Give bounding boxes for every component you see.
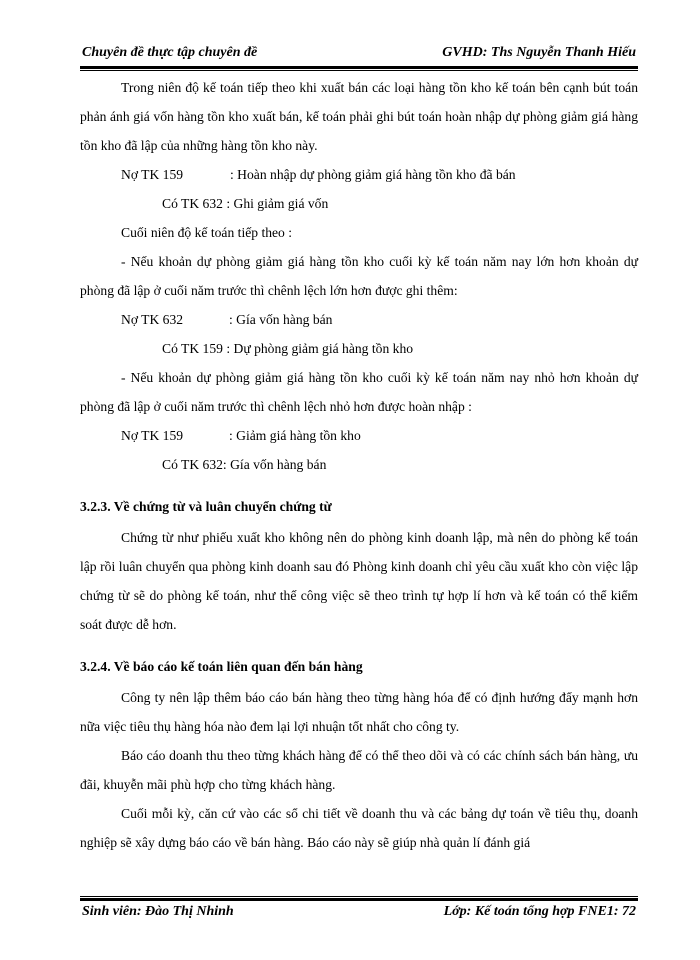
- page-header: [82, 42, 636, 64]
- header-supervisor: GVHD: Ths Nguyễn Thanh Hiếu: [442, 45, 636, 60]
- paragraph-documents: Chứng từ như phiếu xuất kho không nên do phòng kinh doanh lập, mà nên do phòng kế toán lập rồi luân chuyển qua phòng kinh doanh sau đó Phòng kinh doanh chỉ yêu cầu xuất kho còn việc lập chứng từ sẽ do phòng kế toán, như thế công việc sẽ theo trình tự hợp lí hơn và kế toán có thể kiểm soát được dễ hơn.: [80, 530, 638, 632]
- paragraph-case-greater: - Nếu khoản dự phòng giảm giá hàng tồn kho cuối kỳ kế toán năm nay lớn hơn khoản dự phòng đã lập ở cuối năm trước thì chênh lệch lớn hơn được ghi thêm:: [80, 254, 638, 298]
- section-heading-documents: 3.2.3. Về chứng từ và luân chuyển chứng từ: [80, 499, 332, 514]
- entry3-debit-account: Nợ TK 159: [121, 428, 184, 443]
- section-heading-sales-reports: 3.2.4. Về báo cáo kế toán liên quan đến bán hàng: [80, 659, 363, 674]
- entry2-credit-line: [80, 334, 638, 363]
- paragraph-revenue-report: Báo cáo doanh thu theo từng khách hàng để có thể theo dõi và có các chính sách bán hàng, ưu đãi, khuyễn mãi phù hợp cho từng khách hàng.: [80, 748, 638, 792]
- footer-rule: [80, 896, 638, 902]
- page-footer: [82, 904, 636, 926]
- entry2-debit-line: [80, 305, 638, 334]
- entry1-credit-line: [80, 189, 638, 218]
- header-rule: [80, 66, 638, 72]
- entry1-credit: Có TK 632 : Ghi giảm giá vốn: [162, 196, 329, 211]
- footer-student: Sinh viên: Đào Thị Nhinh: [82, 904, 234, 919]
- entry2-debit-account: Nợ TK 632: [121, 312, 184, 327]
- entry1-debit-account: Nợ TK 159: [121, 167, 184, 182]
- page-body: [80, 73, 638, 857]
- entry3-credit-line: [80, 450, 638, 479]
- paragraph-case-smaller: - Nếu khoản dự phòng giảm giá hàng tồn kho cuối kỳ kế toán năm nay nhỏ hơn khoản dự phòng đã lập ở cuối năm trước thì chênh lệch nhỏ hơn được hoàn nhập :: [80, 370, 638, 414]
- paragraph-reversal-intro: Trong niên độ kế toán tiếp theo khi xuất bán các loại hàng tồn kho kế toán bên cạnh bút toán phản ánh giá vốn hàng tồn kho xuất bán, kế toán phải ghi bút toán hoàn nhập dự phòng giảm giá hàng tồn kho đã lập của những hàng tồn kho này.: [80, 80, 638, 153]
- paragraph-period-end: Cuối mỗi kỳ, căn cứ vào các sổ chi tiết về doanh thu và các bảng dự toán về tiêu thụ, doanh nghiệp sẽ xây dựng báo cáo về bán hàng. Báo cáo này sẽ giúp nhà quản lí đánh giá: [80, 806, 638, 850]
- paragraph-sales-report: Công ty nên lập thêm báo cáo bán hàng theo từng hàng hóa để có định hướng đẩy mạnh hơn nữa việc tiêu thụ hàng hóa nào đem lại lợi nhuận tốt nhất cho công ty.: [80, 690, 638, 734]
- entry3-debit-line: [80, 421, 638, 450]
- paragraph-next-period: Cuối niên độ kế toán tiếp theo :: [121, 225, 293, 240]
- entry2-debit-text: : Gía vốn hàng bán: [229, 312, 333, 327]
- footer-class-page: Lớp: Kế toán tổng hợp FNE1: 72: [443, 904, 636, 919]
- entry3-credit: Có TK 632: Gía vốn hàng bán: [162, 457, 327, 472]
- entry1-debit-line: [80, 160, 638, 189]
- entry3-debit-text: : Giảm giá hàng tồn kho: [229, 428, 361, 443]
- header-title: Chuyên đề thực tập chuyên đề: [82, 45, 258, 60]
- entry2-credit: Có TK 159 : Dự phòng giảm giá hàng tồn kho: [162, 341, 414, 356]
- entry1-debit-text: : Hoàn nhập dự phòng giảm giá hàng tồn kho đã bán: [230, 167, 516, 182]
